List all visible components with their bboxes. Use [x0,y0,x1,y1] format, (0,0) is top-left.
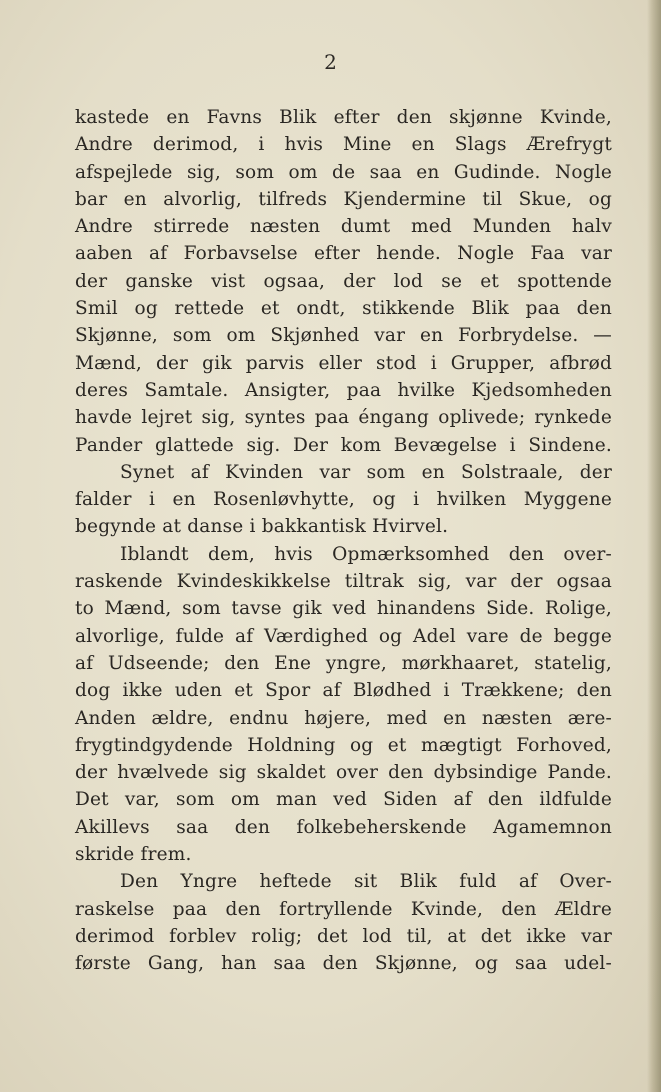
text-line: falder i en Rosenløvhytte, og i hvilken Myggene [75,489,612,511]
text-line: der ganske vist ogsaa, der lod se et spottende [75,270,612,292]
text-line: Akillevs saa den folkebeherskende Agamemnon [75,816,612,838]
text-line: skride frem. [75,844,192,866]
text-line: Det var, som om man ved Siden af den ildfulde [75,789,612,811]
text-line: Den Yngre heftede sit Blik fuld af Over- [120,871,612,893]
text-line: af Udseende; den Ene yngre, mørkhaaret, statelig, [75,652,612,674]
text-line: deres Samtale. Ansigter, paa hvilke Kjedsomheden [75,379,612,401]
text-line: begynde at danse i bakkantisk Hvirvel. [75,516,449,538]
text-line: dog ikke uden et Spor af Blødhed i Trækkene; den [75,680,612,702]
text-line: Skjønne, som om Skjønhed var en Forbrydelse. — [75,325,612,347]
body-text [75,104,612,978]
text-line: alvorlige, fulde af Værdighed og Adel vare de begge [75,625,612,647]
text-line: Andre derimod, i hvis Mine en Slags Ærefrygt [75,134,612,156]
text-line: to Mænd, som tavse gik ved hinandens Side. Rolige, [75,598,612,620]
text-line: første Gang, han saa den Skjønne, og saa udel- [75,953,612,975]
text-line: raskelse paa den fortryllende Kvinde, den Ældre [75,898,612,920]
text-line: frygtindgydende Holdning og et mægtigt Forhoved, [75,734,612,756]
text-line: Anden ældre, endnu højere, med en næsten ære- [75,707,612,729]
text-line: der hvælvede sig skaldet over den dybsindige Pande. [75,762,612,784]
text-line: afspejlede sig, som om de saa en Gudinde. Nogle [75,161,612,183]
text-line: havde lejret sig, syntes paa éngang oplivede; rynkede [75,407,612,429]
text-line: derimod forblev rolig; det lod til, at det ikke var [75,925,612,947]
text-line: Smil og rettede et ondt, stikkende Blik paa den [75,298,612,320]
text-line: Iblandt dem, hvis Opmærksomhed den over- [120,543,612,565]
page-edge-shadow [647,0,661,1092]
text-line: raskende Kvindeskikkelse tiltrak sig, var der ogsaa [75,571,612,593]
text-line: bar en alvorlig, tilfreds Kjendermine til Skue, og [75,188,612,210]
text-line: Andre stirrede næsten dumt med Munden halv [75,216,612,238]
text-line: Synet af Kvinden var som en Solstraale, der [120,461,612,483]
text-line: Mænd, der gik parvis eller stod i Grupper, afbrød [75,352,612,374]
text-line: Pander glattede sig. Der kom Bevægelse i Sindene. [75,434,612,456]
text-line: kastede en Favns Blik efter den skjønne Kvinde, [75,107,612,128]
text-line: aaben af Forbavselse efter hende. Nogle Faa var [75,243,612,265]
page-number: 2 [324,50,337,74]
